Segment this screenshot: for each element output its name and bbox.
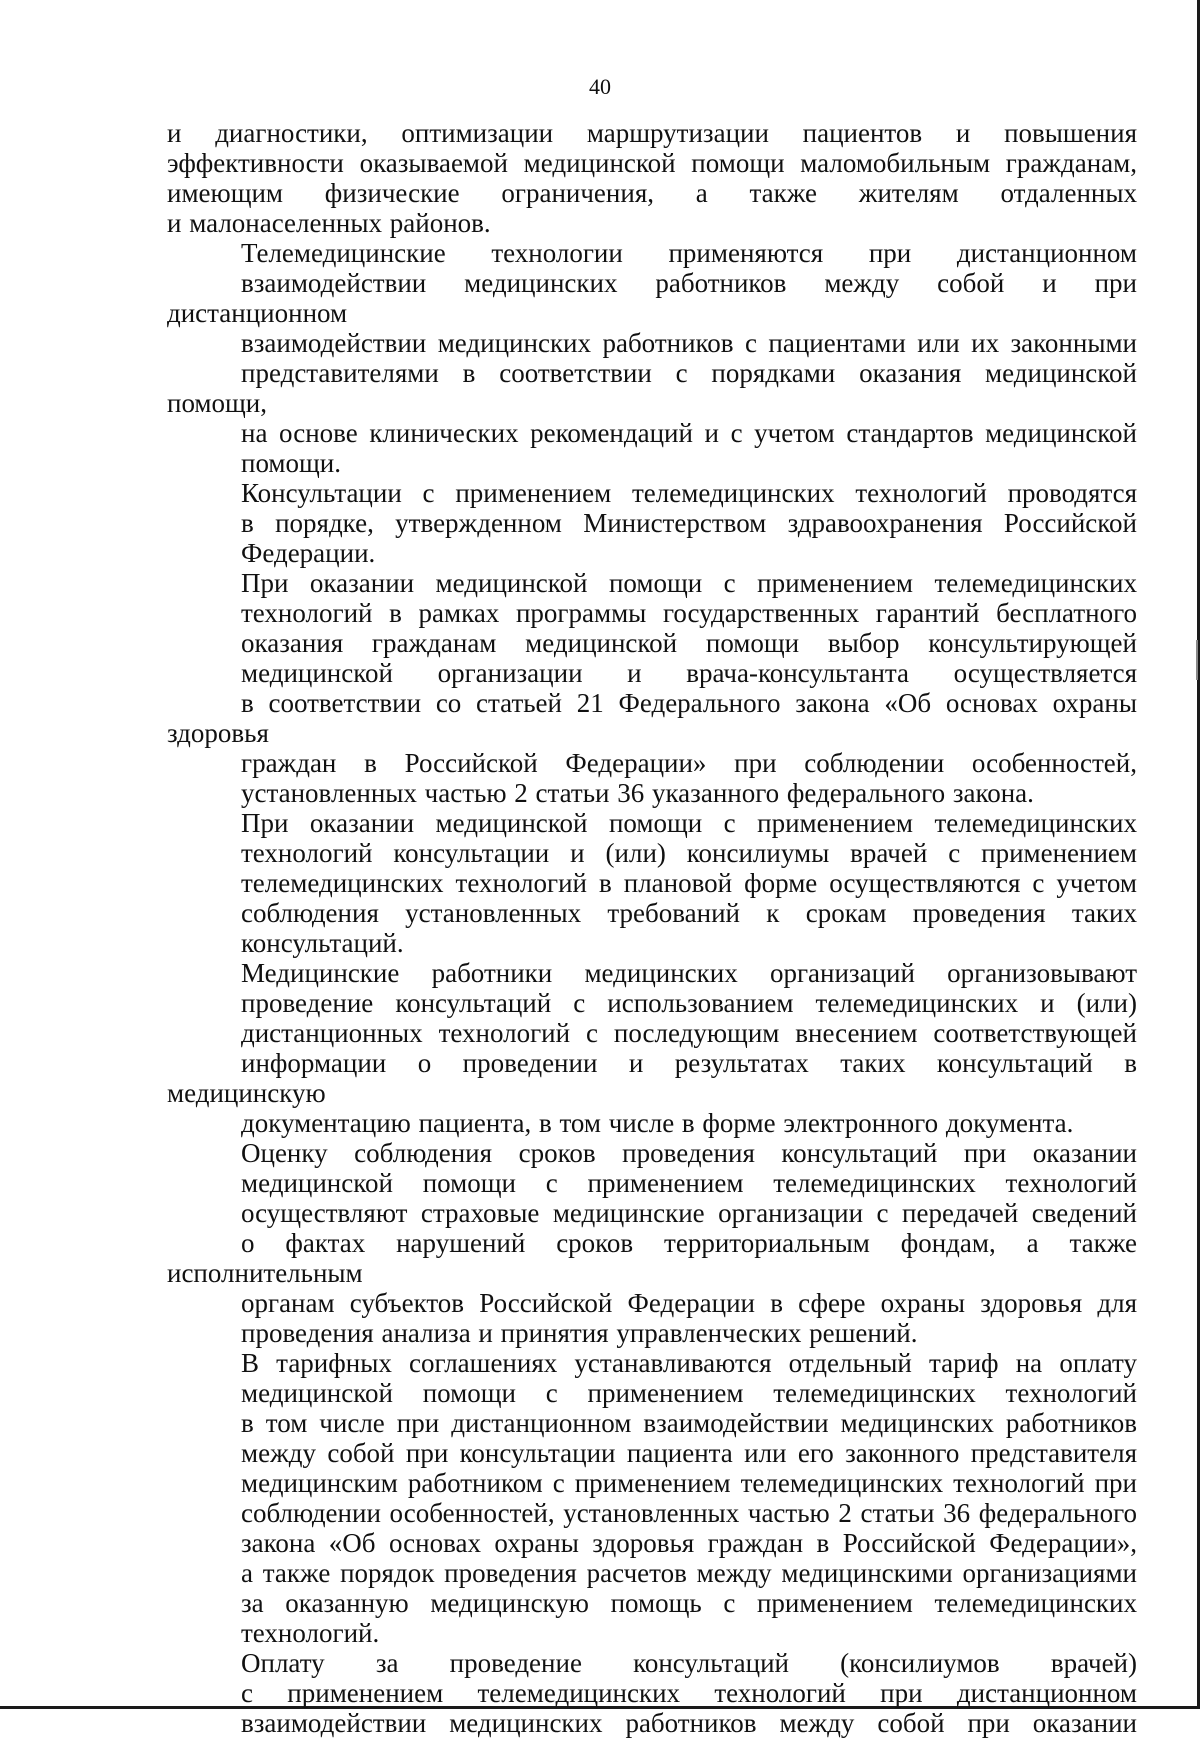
text-line: на основе клинических рекомендаций и с учетом стандартов медицинской — [241, 418, 1137, 448]
text-line: технологий консультации и (или) консилиумы врачей с применением — [241, 838, 1137, 868]
text-line: телемедицинских технологий в плановой форме осуществляются с учетом — [241, 868, 1137, 898]
paragraph-7 — [167, 1138, 1137, 1348]
text-line: медицинской помощи с применением телемедицинских технологий — [241, 1168, 1137, 1198]
text-line: осуществляют страховые медицинские организации с передачей сведений — [241, 1198, 1137, 1228]
text-line: оказания гражданам медицинской помощи выбор консультирующей — [241, 628, 1137, 658]
text-line: взаимодействии медицинских работников между собой при оказании — [241, 1708, 1137, 1738]
paragraph-6 — [167, 958, 1137, 1138]
text-line: между собой при консультации пациента или его законного представителя — [241, 1438, 1137, 1468]
document-body — [167, 118, 1137, 1738]
text-line: с применением телемедицинских технологий при дистанционном — [241, 1678, 1137, 1708]
text-line: При оказании медицинской помощи с применением телемедицинских — [241, 808, 1137, 838]
paragraph-5 — [167, 808, 1137, 958]
text-line: в порядке, утвержденном Министерством здравоохранения Российской — [241, 508, 1137, 538]
text-line: помощи. — [241, 448, 342, 478]
text-line: проведение консультаций с использованием телемедицинских и (или) — [241, 988, 1137, 1018]
text-line: Телемедицинские технологии применяются при дистанционном — [241, 238, 1137, 268]
text-line: документацию пациента, в том числе в форме электронного документа. — [241, 1108, 1074, 1138]
text-line: о фактах нарушений сроков территориальным фондам, а также исполнительным — [167, 1228, 1137, 1288]
text-line: граждан в Российской Федерации» при соблюдении особенностей, — [241, 748, 1137, 778]
text-line: соблюдения установленных требований к срокам проведения таких — [241, 898, 1137, 928]
text-line: закона «Об основах охраны здоровья граждан в Российской Федерации», — [241, 1528, 1137, 1558]
paragraph-1 — [167, 118, 1137, 238]
text-line: Медицинские работники медицинских организаций организовывают — [241, 958, 1137, 988]
text-line: медицинским работником с применением телемедицинских технологий при — [241, 1468, 1137, 1498]
text-line: консультаций. — [241, 928, 404, 958]
text-line: установленных частью 2 статьи 36 указанного федерального закона. — [241, 778, 1034, 808]
text-line: и малонаселенных районов. — [167, 208, 491, 238]
text-line: Федерации. — [241, 538, 376, 568]
page-number: 40 — [589, 74, 611, 99]
text-line: в том числе при дистанционном взаимодействии медицинских работников — [241, 1408, 1137, 1438]
text-line: технологий. — [241, 1618, 380, 1648]
text-line: Оценку соблюдения сроков проведения консультаций при оказании — [241, 1138, 1137, 1168]
text-line: органам субъектов Российской Федерации в сфере охраны здоровья для — [241, 1288, 1137, 1318]
text-line: медицинской организации и врача-консультанта осуществляется — [241, 658, 1137, 688]
text-line: эффективности оказываемой медицинской помощи маломобильным гражданам, — [167, 148, 1137, 178]
text-line: представителями в соответствии с порядками оказания медицинской помощи, — [167, 358, 1137, 418]
text-line: соблюдении особенностей, установленных частью 2 статьи 36 федерального — [241, 1498, 1137, 1528]
paragraph-9 — [167, 1648, 1137, 1738]
text-line: Консультации с применением телемедицинских технологий проводятся — [241, 478, 1137, 508]
text-line: в соответствии со статьей 21 Федерального закона «Об основах охраны здоровья — [167, 688, 1137, 748]
text-line: В тарифных соглашениях устанавливаются отдельный тариф на оплату — [241, 1348, 1137, 1378]
scan-artifact-mark — [1196, 640, 1198, 680]
text-line: технологий в рамках программы государственных гарантий бесплатного — [241, 598, 1137, 628]
text-line: информации о проведении и результатах таких консультаций в медицинскую — [167, 1048, 1137, 1108]
text-line: взаимодействии медицинских работников между собой и при дистанционном — [167, 268, 1137, 328]
text-line: проведения анализа и принятия управленческих решений. — [241, 1318, 918, 1348]
text-line: а также порядок проведения расчетов между медицинскими организациями — [241, 1558, 1137, 1588]
paragraph-3 — [167, 478, 1137, 568]
paragraph-4 — [167, 568, 1137, 808]
text-line: имеющим физические ограничения, а также жителям отдаленных — [167, 178, 1137, 208]
text-line: дистанционных технологий с последующим внесением соответствующей — [241, 1018, 1137, 1048]
paragraph-8 — [167, 1348, 1137, 1648]
text-line: При оказании медицинской помощи с применением телемедицинских — [241, 568, 1137, 598]
text-line: медицинской помощи с применением телемедицинских технологий — [241, 1378, 1137, 1408]
text-line: и диагностики, оптимизации маршрутизации пациентов и повышения — [167, 118, 1137, 148]
text-line: за оказанную медицинскую помощь с применением телемедицинских — [241, 1588, 1137, 1618]
text-line: взаимодействии медицинских работников с пациентами или их законными — [241, 328, 1137, 358]
text-line: Оплату за проведение консультаций (консилиумов врачей) — [241, 1648, 1137, 1678]
paragraph-2 — [167, 238, 1137, 478]
